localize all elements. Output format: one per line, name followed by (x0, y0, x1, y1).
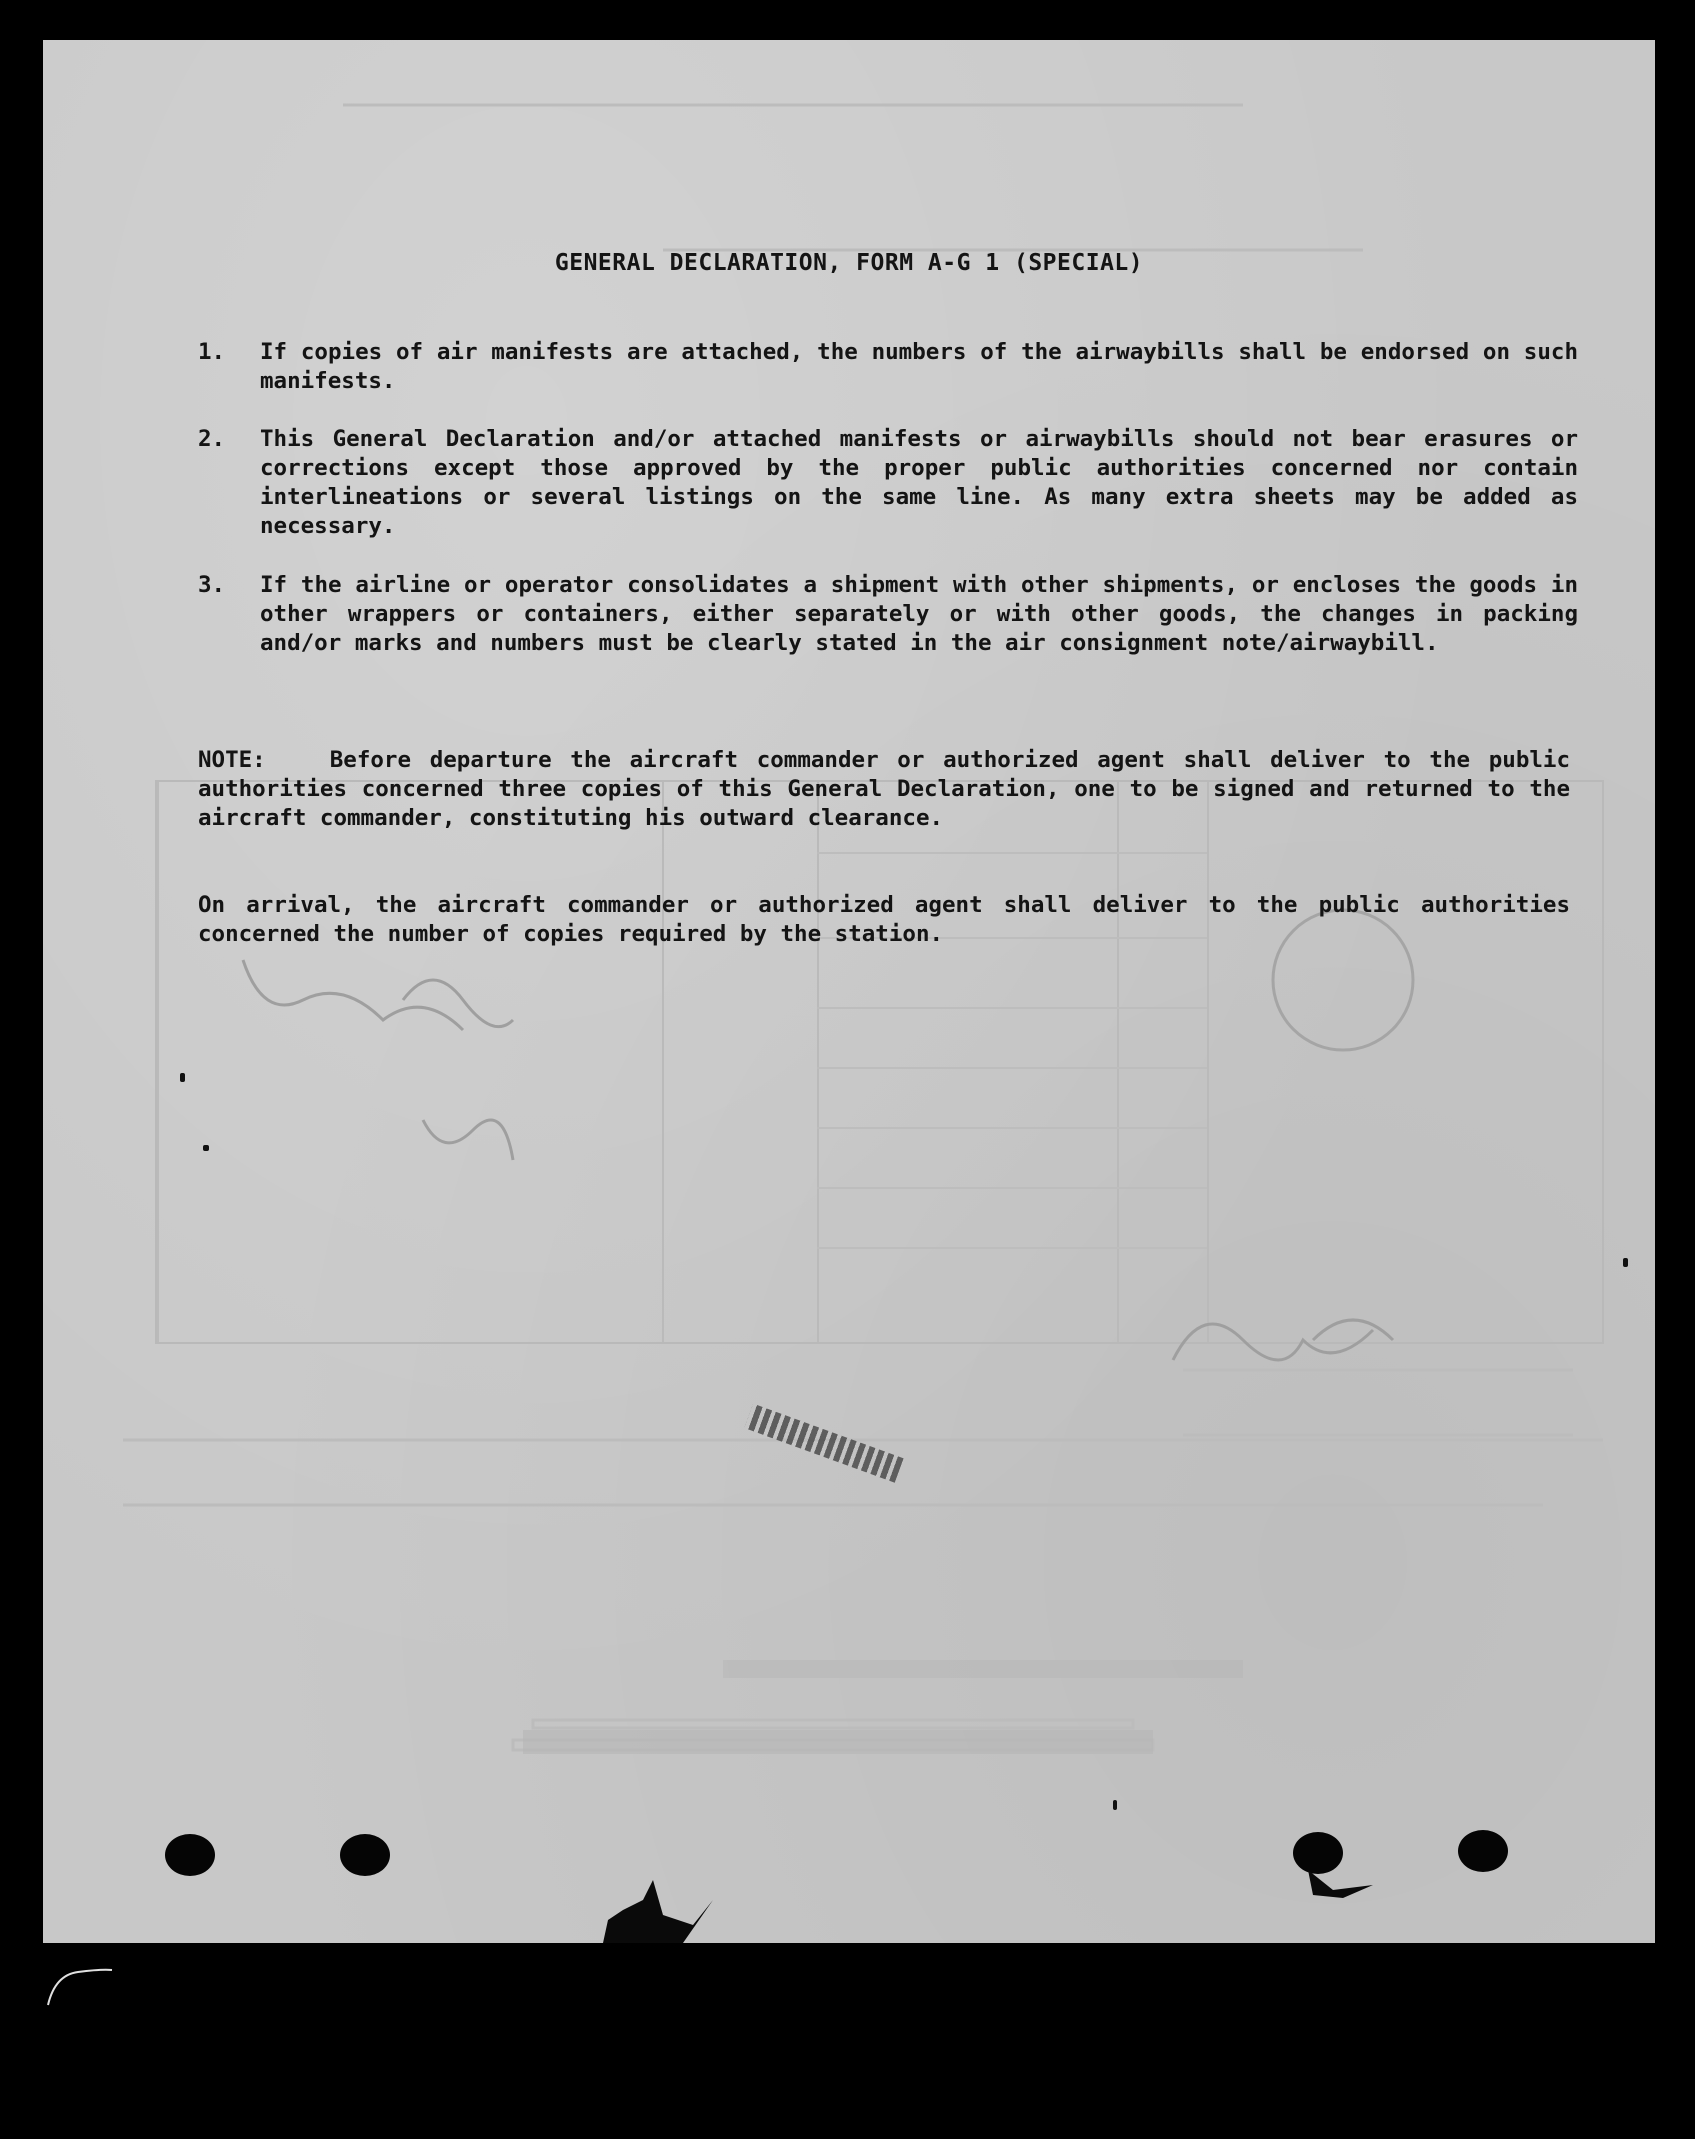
note-label: NOTE: (198, 747, 266, 773)
item-number: 3. (198, 572, 226, 598)
item-text: If the airline or operator consolidates a shipment with other shipments, or encloses the goods in other wrappers or containers, either separately or with other goods, the changes in packing and/or marks and numbers must be clearly stated in the air consignment note/airwaybill. (260, 572, 1578, 656)
item-text: This General Declaration and/or attached manifests or airwaybills should not bear erasures or corrections except those approved by the proper public authorities concerned nor contain interlineations or several listings on the same line. As many extra sheets may be added as necessary. (260, 426, 1578, 539)
item-number: 2. (198, 426, 226, 452)
note-text: Before departure the aircraft commander or authorized agent shall deliver to the public authorities concerned three copies of this General Declaration, one to be signed and returned to the aircraft commander, constituting his outward clearance. (198, 747, 1570, 831)
arrival-paragraph: On arrival, the aircraft commander or authorized agent shall deliver to the public authorities concerned the number of copies required by the station. (198, 892, 1570, 947)
document-sheet (43, 40, 1655, 1943)
item-text: If copies of air manifests are attached, the numbers of the airwaybills shall be endorsed on such manifests. (260, 339, 1578, 394)
item-number: 1. (198, 339, 226, 365)
torn-edge-marks (43, 40, 1655, 1943)
page-title: GENERAL DECLARATION, FORM A-G 1 (SPECIAL) (554, 250, 1144, 276)
